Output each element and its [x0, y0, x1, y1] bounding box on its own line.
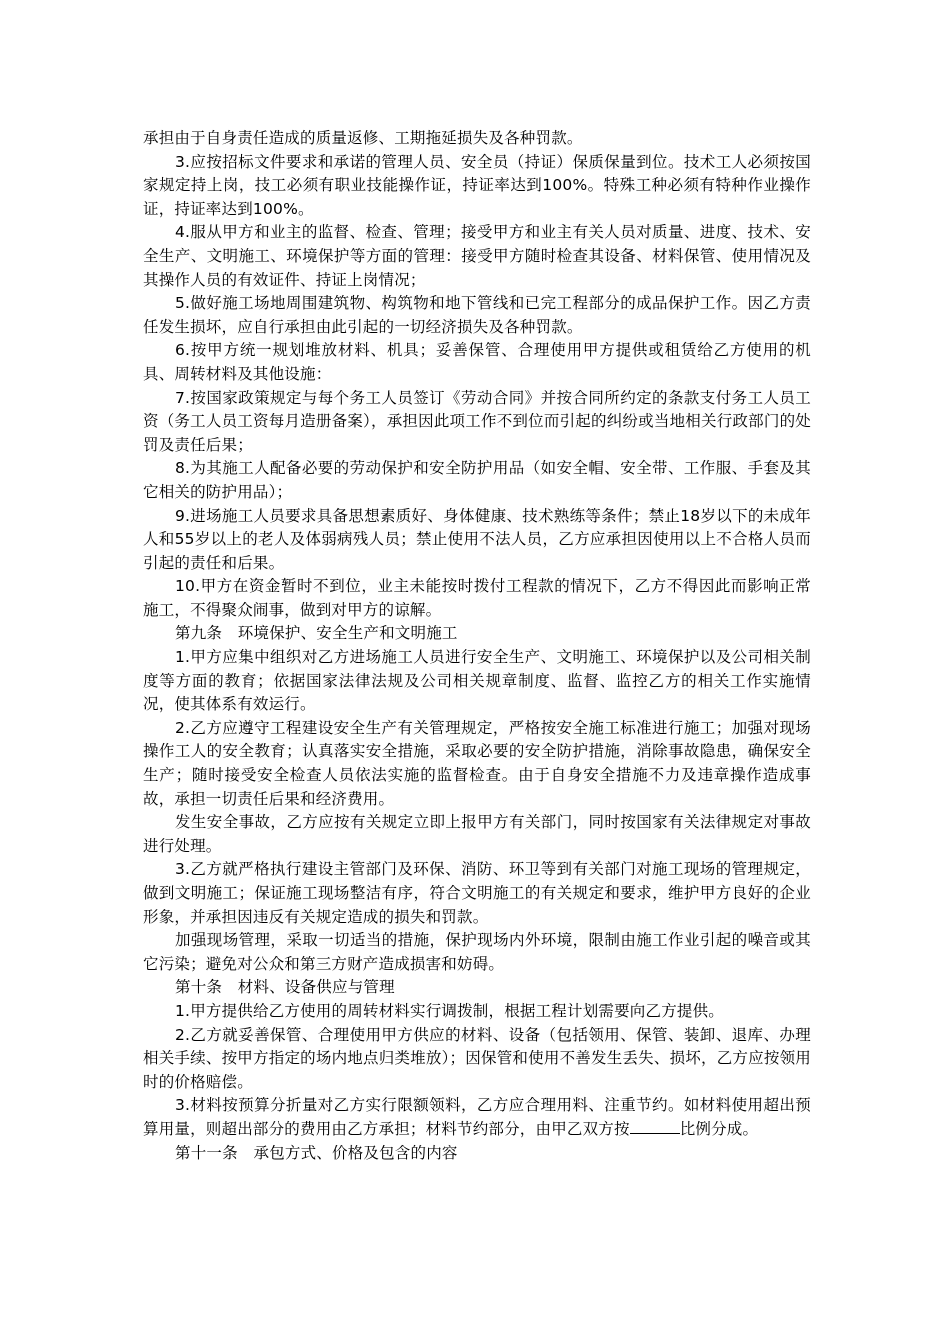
paragraph-art9-item-1: 1.甲方应集中组织对乙方进场施工人员进行安全生产、文明施工、环境保护以及公司相关制度等方面的教育；依据国家法律法规及公司相关规章制度、监督、监控乙方的相关工作实施情况，使其体系有效运行。 — [143, 648, 811, 714]
paragraph-item-3: 3.应按招标文件要求和承诺的管理人员、安全员（持证）保质保量到位。技术工人必须按国家规定持上岗，技工必须有职业技能操作证，持证率达到100%。特殊工种必须有特种作业操作证，持证率达到100%。 — [143, 152, 811, 218]
paragraph-art10-item-1: 1.甲方提供给乙方使用的周转材料实行调拨制，根据工程计划需要向乙方提供。 — [175, 1001, 724, 1020]
paragraph-item-5: 5.做好施工场地周围建筑物、构筑物和地下管线和已完工程部分的成品保护工作。因乙方责任发生损坏，应自行承担由此引起的一切经济损失及各种罚款。 — [143, 294, 811, 336]
paragraph-text-after-blank: 比例分成。 — [679, 1119, 759, 1138]
article-9-heading: 第九条 环境保护、安全生产和文明施工 — [175, 624, 458, 643]
paragraph-item-10: 10.甲方在资金暂时不到位，业主未能按时拨付工程款的情况下，乙方不得因此而影响正常施工，不得聚众闹事，做到对甲方的谅解。 — [143, 577, 811, 619]
paragraph-art10-item-2: 2.乙方就妥善保管、合理使用甲方供应的材料、设备（包括领用、保管、装卸、退库、办理相关手续、按甲方指定的场内地点归类堆放）；因保管和使用不善发生丢失、损坏，乙方应按领用时的价格赔偿。 — [143, 1025, 811, 1091]
article-10-heading: 第十条 材料、设备供应与管理 — [175, 978, 395, 997]
paragraph-item-6: 6.按甲方统一规划堆放材料、机具；妥善保管、合理使用甲方提供或租赁给乙方使用的机具、周转材料及其他设施： — [143, 341, 811, 383]
fill-in-blank — [630, 1119, 680, 1134]
paragraph-continuation: 承担由于自身责任造成的质量返修、工期拖延损失及各种罚款。 — [143, 129, 583, 147]
paragraph-art9-site-management: 加强现场管理，采取一切适当的措施，保护现场内外环境，限制由施工作业引起的噪音或其它污染；避免对公众和第三方财产造成损害和妨碍。 — [143, 931, 811, 973]
paragraph-art9-item-3: 3.乙方就严格执行建设主管部门及环保、消防、环卫等到有关部门对施工现场的管理规定，做到文明施工；保证施工现场整洁有序，符合文明施工的有关规定和要求，维护甲方良好的企业形象，并承担因违反有关规定造成的损失和罚款。 — [143, 860, 811, 926]
paragraph-art9-accident: 发生安全事故，乙方应按有关规定立即上报甲方有关部门，同时按国家有关法律规定对事故进行处理。 — [143, 813, 811, 855]
paragraph-text-before-blank: 3.材料按预算分折量对乙方实行限额领料，乙方应合理用料、注重节约。如材料使用超出预算用量，则超出部分的费用由乙方承担；材料节约部分，由甲乙双方按 — [143, 1096, 811, 1138]
paragraph-art9-item-2: 2.乙方应遵守工程建设安全生产有关管理规定，严格按安全施工标准进行施工；加强对现场操作工人的安全教育；认真落实安全措施，采取必要的安全防护措施，消除事故隐患，确保安全生产；随时接受安全检查人员依法实施的监督检查。由于自身安全措施不力及违章操作造成事故，承担一切责任后果和经济费用。 — [143, 718, 811, 808]
paragraph-item-4: 4.服从甲方和业主的监督、检查、管理；接受甲方和业主有关人员对质量、进度、技术、安全生产、文明施工、环境保护等方面的管理：接受甲方随时检查其设备、材料保管、使用情况及其操作人员的有效证件、持证上岗情况； — [143, 223, 811, 289]
article-11-heading: 第十一条 承包方式、价格及包含的内容 — [175, 1143, 458, 1162]
paragraph-item-8: 8.为其施工人配备必要的劳动保护和安全防护用品（如安全帽、安全带、工作服、手套及其它相关的防护用品）； — [143, 459, 811, 501]
paragraph-item-9: 9.进场施工人员要求具备思想素质好、身体健康、技术熟练等条件；禁止18岁以下的未成年人和55岁以上的老人及体弱病残人员；禁止使用不法人员，乙方应承担因使用以上不合格人员而引起的责任和后果。 — [143, 506, 811, 572]
paragraph-item-7: 7.按国家政策规定与每个务工人员签订《劳动合同》并按合同所约定的条款支付务工人员工资（务工人员工资每月造册备案），承担因此项工作不到位而引起的纠纷或当地相关行政部门的处罚及责任后果； — [143, 388, 811, 454]
paragraph-art10-item-3 — [143, 1094, 811, 1141]
document-body — [143, 127, 811, 1165]
